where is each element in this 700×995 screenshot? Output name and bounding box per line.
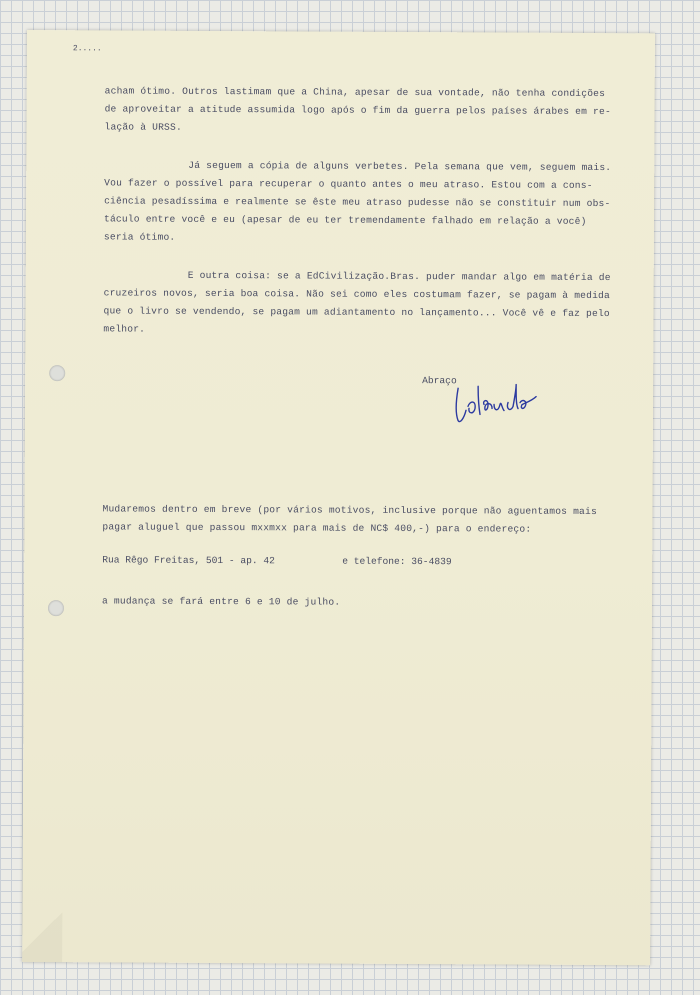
closing-text: Abraço [422, 375, 457, 387]
punch-hole [49, 365, 65, 381]
address-line [102, 554, 662, 568]
paragraph-1: acham ótimo. Outros lastimam que a China, apesar de sua vontade, não tenha condições de aproveitar a atitude assumida logo após o fim da guerra pelos países árabes em re- lação à URSS. [104, 85, 611, 133]
paragraph-2: Já seguem a cópia de alguns verbetes. Pela semana que vem, seguem mais. Vou fazer o possível para recuperar o quanto antes o meu atraso. Estou com a cons- ciência pesadíssima e realmente se êste meu atraso pudesse não se constituir num obs- táculo entre você e eu (apesar de eu ter tremendamente falhado em relação a você) seria ótimo. [103, 159, 612, 243]
address-text: Rua Rêgo Freitas, 501 - ap. 42 [102, 554, 275, 567]
paragraph-3: E outra coisa: se a EdCivilização.Bras. puder mandar algo em matéria de cruzeiros novos, seria boa coisa. Não sei como eles costumam fazer, se pagam à medida que o livro se vendendo, se pagam um adiantamento no lançamento... Você vê e faz pelo melhor. [103, 269, 611, 335]
handwritten-signature [450, 378, 550, 434]
letter-page [22, 30, 655, 965]
punch-hole [48, 600, 64, 616]
moving-date-note: a mudança se fará entre 6 e 10 de julho. [101, 595, 341, 608]
postscript-paragraph: Mudaremos dentro em breve (por vários motivos, inclusive porque não aguentamos mais pagar aluguel que passou mxxmxx para mais de NC$ 400,-) para o endereço: [102, 503, 597, 535]
phone-text: e telefone: 36-4839 [342, 555, 452, 568]
page-mark: 2..... [72, 44, 102, 54]
